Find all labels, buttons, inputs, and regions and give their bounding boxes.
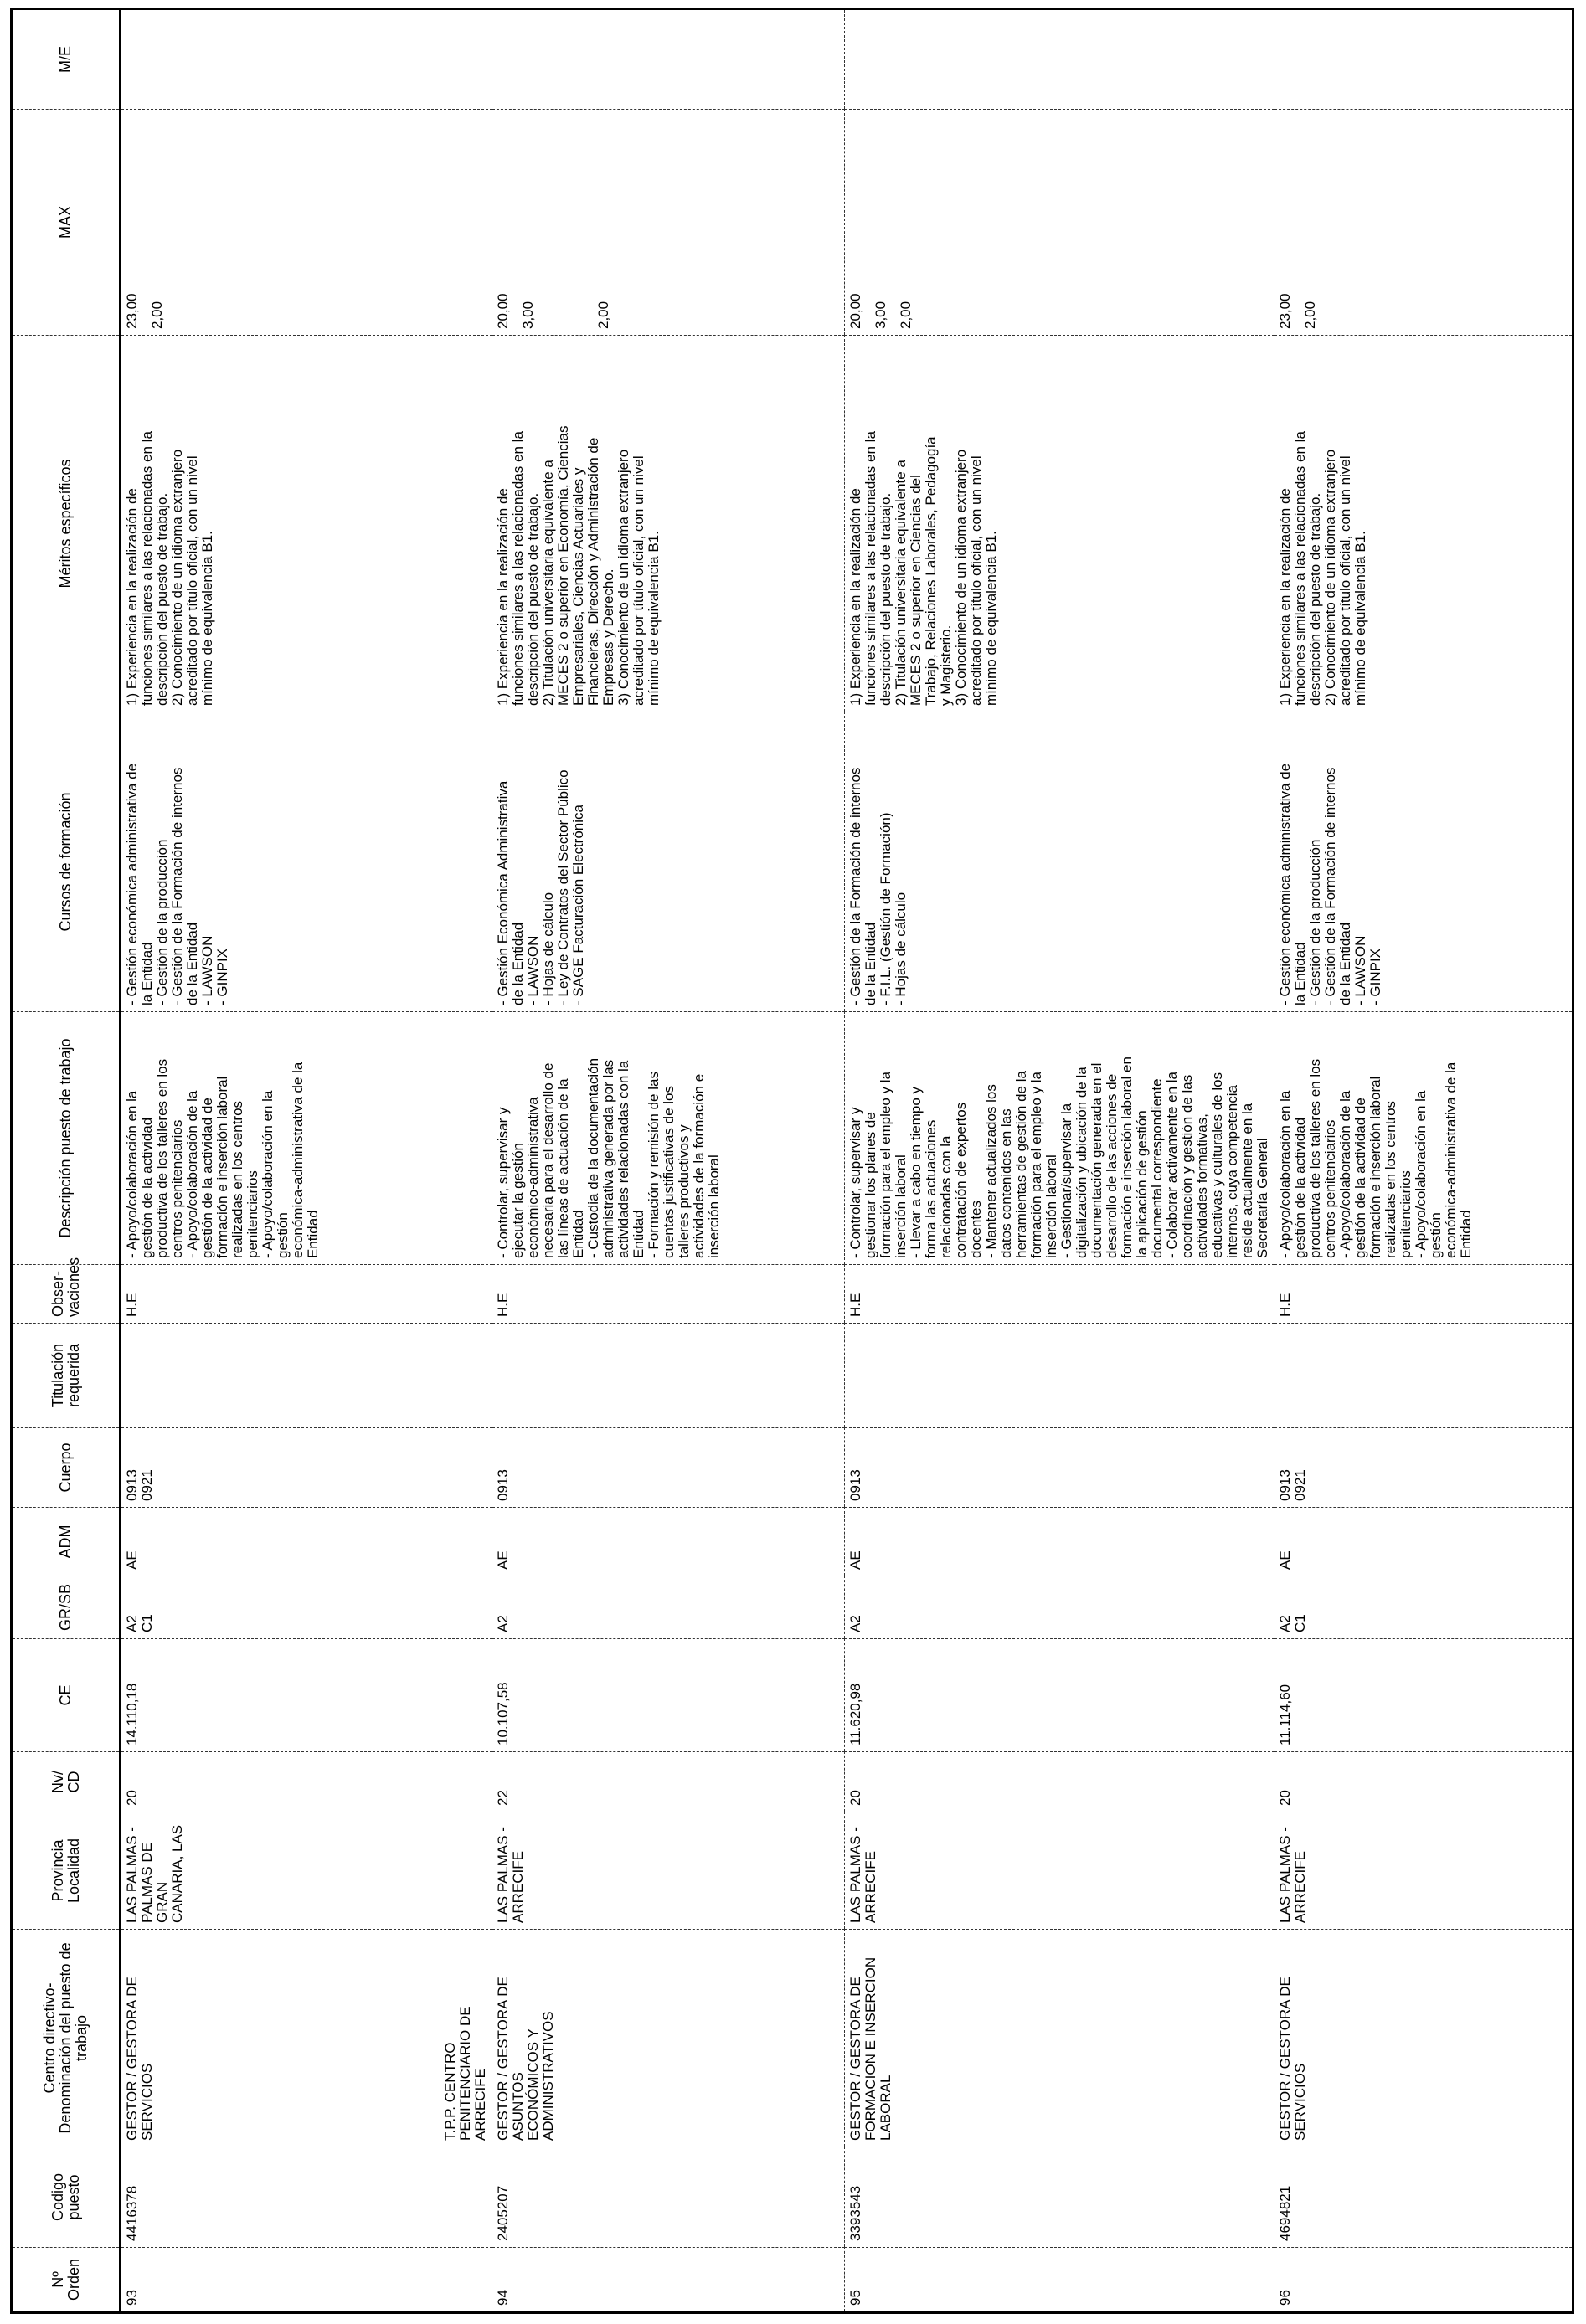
nivel-cell: 20 [1274, 1752, 1573, 1812]
header-grupo: GR/SB [12, 1576, 121, 1639]
cursos-cell: - Gestión de la Formación de internos de la Entidad - F.I.L. (Gestión de Formación) - Hojas de cálculo [844, 712, 1274, 1012]
meritos-cell: 1) Experiencia en la realización de funciones similares a las relacionadas en la descripción del puesto de trabajo. 2) Conocimiento de un idioma extranjero acreditado por título oficial, con un nivel mínimo de equivalencia B1. [1274, 336, 1573, 712]
header-observaciones: Obser- vaciones [12, 1265, 121, 1324]
provincia-cell: LAS PALMAS - ARRECIFE [1274, 1812, 1573, 1930]
grupo-cell: A2 C1 [121, 1576, 492, 1639]
cursos-cell: - Gestión Económica Administrativa de la Entidad - LAWSON - Hojas de cálculo - Ley de Contratos del Sector Público - SAGE Facturación Electrónica [492, 712, 844, 1012]
titulacion-cell [1274, 1324, 1573, 1428]
header-meritos: Méritos específicos [12, 336, 121, 712]
header-provincia: Provincia Localidad [12, 1812, 121, 1930]
max-cell [1274, 110, 1573, 336]
observaciones-cell: H.E [1274, 1265, 1573, 1324]
orden-cell: 94 [492, 2248, 844, 2313]
max-value: 23,00 [1276, 293, 1293, 329]
max-cell [121, 110, 492, 336]
observaciones-cell: H.E [492, 1265, 844, 1324]
header-me: M/E [12, 9, 121, 110]
adm-cell: AE [121, 1508, 492, 1576]
adm-cell: AE [844, 1508, 1274, 1576]
nivel-cell: 22 [492, 1752, 844, 1812]
codigo-cell: 4694821 [1274, 2147, 1573, 2248]
centro-cell [492, 1930, 844, 2147]
max-value: 2,00 [595, 301, 611, 329]
observaciones-cell: H.E [844, 1265, 1274, 1324]
header-adm: ADM [12, 1508, 121, 1576]
header-ce: CE [12, 1639, 121, 1752]
header-nivel: Nv/ CD [12, 1752, 121, 1812]
header-titulacion: Titulación requerida [12, 1324, 121, 1428]
codigo-cell: 4416378 [121, 2147, 492, 2248]
header-cursos: Cursos de formación [12, 712, 121, 1012]
cuerpo-cell: 0913 0921 [121, 1428, 492, 1508]
header-cuerpo: Cuerpo [12, 1428, 121, 1508]
provincia-cell: LAS PALMAS - ARRECIFE [844, 1812, 1274, 1930]
max-value: 2,00 [1301, 301, 1318, 329]
header-row [12, 9, 121, 2313]
adm-cell: AE [1274, 1508, 1573, 1576]
observaciones-cell: H.E [121, 1265, 492, 1324]
cursos-cell: - Gestión económica administrativa de la Entidad - Gestión de la producción - Gestión de la Formación de internos de la Entidad - LAWSON - GINPIX [1274, 712, 1573, 1012]
nivel-cell: 20 [844, 1752, 1274, 1812]
centro-cell [121, 1930, 492, 2147]
denominacion-text: GESTOR / GESTORA DE SERVICIOS [124, 1977, 155, 2141]
max-cell [492, 110, 844, 336]
denominacion-text: GESTOR / GESTORA DE FORMACION E INSERCION LABORAL [847, 1956, 893, 2141]
grupo-cell: A2 C1 [1274, 1576, 1573, 1639]
header-max: MAX [12, 110, 121, 336]
orden-cell: 93 [121, 2248, 492, 2313]
me-cell [492, 9, 844, 110]
me-cell [121, 9, 492, 110]
centro-directivo-text: T.P.P. CENTRO PENITENCIARIO DE ARRECIFE [441, 2006, 488, 2141]
meritos-cell: 1) Experiencia en la realización de funciones similares a las relacionadas en la descripción del puesto de trabajo. 2) Titulación universitaria equivalente a MECES 2 o superior en Economía, Ciencias Empresariales, Ciencias Actuariales y Financieras, Dirección y Administración de Empresas y Derecho. 3) Conocimiento de un idioma extranjero acreditado por título oficial, con un nivel mínimo de equivalencia B1. [492, 336, 844, 712]
header-centro: Centro directivo- Denominación del puesto de trabajo [12, 1930, 121, 2147]
puestos-table [10, 8, 1574, 2314]
table-row [492, 9, 844, 2313]
max-value: 23,00 [124, 293, 140, 329]
cursos-cell: - Gestión económica administrativa de la Entidad - Gestión de la producción - Gestión de la Formación de internos de la Entidad - LAWSON - GINPIX [121, 712, 492, 1012]
ce-cell: 11.620,98 [844, 1639, 1274, 1752]
ce-cell: 10.107,58 [492, 1639, 844, 1752]
grupo-cell: A2 [492, 1576, 844, 1639]
denominacion-text: GESTOR / GESTORA DE SERVICIOS [1276, 1977, 1308, 2141]
me-cell [1274, 9, 1573, 110]
codigo-cell: 2405207 [492, 2147, 844, 2248]
max-value: 20,00 [847, 293, 863, 329]
orden-cell: 95 [844, 2248, 1274, 2313]
orden-cell: 96 [1274, 2248, 1573, 2313]
descripcion-cell: - Controlar, supervisar y ejecutar la gestión económico-administrativa necesaria para el desarrollo de las líneas de actuación de la Entidad - Custodia de la documentación administrativa generada por las actividades relacionadas con la Entidad - Formación y remisión de las cuentas justificativas de los talleres productivos y actividades de la formación e inserción laboral [492, 1012, 844, 1265]
provincia-cell: LAS PALMAS - PALMAS DE GRAN CANARIA, LAS [121, 1812, 492, 1930]
header-orden: Nº Orden [12, 2248, 121, 2313]
ce-cell: 11.114,60 [1274, 1639, 1573, 1752]
nivel-cell: 20 [121, 1752, 492, 1812]
table-row [1274, 9, 1573, 2313]
titulacion-cell [844, 1324, 1274, 1428]
max-value: 2,00 [149, 301, 165, 329]
centro-cell [844, 1930, 1274, 2147]
max-value: 2,00 [897, 301, 914, 329]
provincia-cell: LAS PALMAS - ARRECIFE [492, 1812, 844, 1930]
meritos-cell: 1) Experiencia en la realización de funciones similares a las relacionadas en la descripción del puesto de trabajo. 2) Titulación universitaria equivalente a MECES 2 o superior en Ciencias del Trabajo, Relaciones Laborales, Pedagogía y Magisterio. 3) Conocimiento de un idioma extranjero acreditado por título oficial, con un nivel mínimo de equivalencia B1. [844, 336, 1274, 712]
denominacion-text: GESTOR / GESTORA DE ASUNTOS ECONÓMICOS Y ADMINISTRATIVOS [494, 1977, 556, 2141]
centro-cell [1274, 1930, 1573, 2147]
descripcion-cell: - Controlar, supervisar y gestionar los planes de formación para el empleo y la inserción laboral - Llevar a cabo en tiempo y forma las actuaciones relacionadas con la contratación de expertos docentes - Mantener actualizados los datos contenidos en las herramientas de gestión de la formación para el empleo y la inserción laboral - Gestionar/supervisar la digitalización y ubicación de la documentación generada en el desarrollo de las acciones de formación e inserción laboral en la aplicación de gestión documental correspondiente - Colaborar activamente en la coordinación y gestión de las actividades formativas, educativas y culturales de los internos, cuya competencia reside actualmente en la Secretaría General [844, 1012, 1274, 1265]
max-value: 20,00 [494, 293, 511, 329]
max-value: 3,00 [519, 301, 536, 329]
ce-cell: 14.110,18 [121, 1639, 492, 1752]
table-row [844, 9, 1274, 2313]
titulacion-cell [121, 1324, 492, 1428]
max-value: 3,00 [872, 301, 888, 329]
codigo-cell: 3393543 [844, 2147, 1274, 2248]
meritos-cell: 1) Experiencia en la realización de funciones similares a las relacionadas en la descripción del puesto de trabajo. 2) Conocimiento de un idioma extranjero acreditado por título oficial, con un nivel mínimo de equivalencia B1. [121, 336, 492, 712]
cuerpo-cell: 0913 [844, 1428, 1274, 1508]
cuerpo-cell: 0913 [492, 1428, 844, 1508]
header-descripcion: Descripción puesto de trabajo [12, 1012, 121, 1265]
table-row [121, 9, 492, 2313]
adm-cell: AE [492, 1508, 844, 1576]
titulacion-cell [492, 1324, 844, 1428]
descripcion-cell: - Apoyo/colaboración en la gestión de la actividad productiva de los talleres en los centros penitenciarios - Apoyo/colaboración de la gestión de la actividad de formación e inserción laboral realizadas en los centros penitenciarios - Apoyo/colaboración en la gestión económica-administrativa de la Entidad [121, 1012, 492, 1265]
max-cell [844, 110, 1274, 336]
descripcion-cell: - Apoyo/colaboración en la gestión de la actividad productiva de los talleres en los centros penitenciarios - Apoyo/colaboración de la gestión de la actividad de formación e inserción laboral realizadas en los centros penitenciarios - Apoyo/colaboración en la gestión económica-administrativa de la Entidad [1274, 1012, 1573, 1265]
header-codigo: Codigo puesto [12, 2147, 121, 2248]
me-cell [844, 9, 1274, 110]
cuerpo-cell: 0913 0921 [1274, 1428, 1573, 1508]
grupo-cell: A2 [844, 1576, 1274, 1639]
